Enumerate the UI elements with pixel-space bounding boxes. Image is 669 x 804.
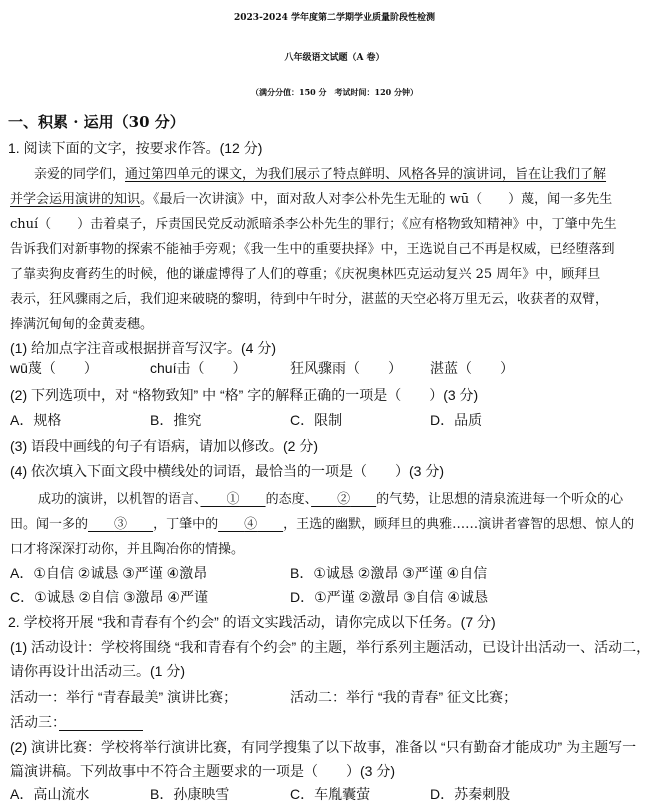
passage-greeting: 亲爱的同学们， [34,167,126,182]
q1-sub2-option-c: C．限制 [290,412,343,428]
q1-sub4-text: 成功的演讲，以机智的语言、 [38,492,201,507]
q1-sub4-option-c: C．①诚恳 ②自信 ③激昂 ④严谨 [10,589,208,605]
passage-line-4: 告诉我们对新事物的探索不能袖手旁观；《我一生中的重要抉择》中，王选说自己不再是权威，已经堕落到 [10,242,615,257]
q2-activity-2: 活动二：举行 “我的青春” 征文比赛； [290,689,518,705]
q1-sub2-option-a: A．规格 [10,412,62,428]
q1-sub4-passage-line-1 [38,488,623,507]
q2-sub2-line-2: 篇演讲稿。下列故事中不符合主题要求的一项是（ ）(3 分) [10,763,395,779]
q2-sub1-line-2: 请你再设计出活动三。(1 分) [10,663,185,679]
q1-sub1-item-1: wū蔑（ ） [10,360,98,376]
q1-sub4-option-d: D．①严谨 ②激昂 ③自信 ④诚恳 [290,589,488,605]
q2-sub2-option-a: A．高山流水 [10,786,90,802]
q1-sub4-option-b: B．①诚恳 ②激昂 ③严谨 ④自信 [290,565,488,581]
fill-blank-4 [218,517,283,532]
q2-activity-3-label: 活动三： [10,714,59,730]
q1-sub4-text: ，王选的幽默，顾拜旦的典雅……演讲者睿智的思想、惊人的 [283,517,635,532]
fill-blank-1 [201,492,266,507]
exam-subtitle: 八年级语文试题（A 卷） [284,53,385,63]
q1-sub4-text: 的态度、 [265,492,312,507]
q1-sub3-prompt: (3) 语段中画线的句子有语病，请加以修改。(2 分) [10,438,318,454]
fill-blank-2 [311,492,376,507]
q2-sub2-line-1: (2) 演讲比赛：学校将举行演讲比赛，有同学搜集了以下故事，准备以 “只有勤奋才能成功” 为主题写一 [10,739,637,755]
passage-line-2 [10,188,612,207]
passage-line-3: chuí（ ）击着桌子，斥责国民党反动派暗杀李公朴先生的罪行；《应有格物致知精神》中，丁肇中先生 [10,217,617,232]
q1-sub4-text: 田。闻一多的 [10,517,89,532]
exam-title: 2023-2024 学年度第二学期学业质量阶段性检测 [234,13,435,23]
passage-line-6: 表示，狂风骤雨之后，我们迎来破晓的黎明，待到中午时分，湛蓝的天空必将万里无云，收获者的双臂， [10,292,609,307]
exam-meta: （满分分值：150 分 考试时间：120 分钟） [251,87,418,97]
passage-line-7: 捧满沉甸甸的金黄麦穗。 [10,317,154,332]
passage-line-5: 了靠卖狗皮膏药生的时候，他的谦虚博得了人们的尊重；《庆祝奥林匹克运动复兴 25 周年》中，顾拜旦 [10,267,601,282]
q2-sub2-option-b: B．孙康映雪 [150,786,230,802]
q2-activity-3 [10,712,143,732]
q1-sub1-item-3: 狂风骤雨（ ） [290,360,402,376]
q1-sub4-text: 的气势，让思想的清泉流进每一个听众的心 [376,492,624,507]
q1-sub4-passage-line-2 [10,513,634,532]
fill-blank-3 [88,517,153,532]
q2-sub2-option-d: D．苏秦刺股 [430,786,511,802]
q1-sub4-text: ，丁肇中的 [153,517,219,532]
section-heading: 一、积累 · 运用（30 分） [8,113,185,131]
q1-sub2-prompt: (2) 下列选项中，对 “格物致知” 中 “格” 字的解释正确的一项是（ ）(3 分) [10,387,479,403]
fill-blank-1-label: ① [226,492,240,507]
q1-sub1-item-2: chuí击（ ） [150,360,247,376]
q1-sub1-item-4: 湛蓝（ ） [430,360,514,376]
q2-activity-1: 活动一：举行 “青春最美” 演讲比赛； [10,689,238,705]
question-1-prompt: 1. 阅读下面的文字，按要求作答。(12 分) [8,140,263,156]
q1-sub4-option-a: A．①自信 ②诚恳 ③严谨 ④激昂 [10,565,208,581]
fill-blank-3-label: ③ [114,517,128,532]
q1-sub2-option-d: D．品质 [430,412,483,428]
question-2-prompt: 2. 学校将开展 “我和青春有个约会” 的语文实践活动，请你完成以下任务。(7 分) [8,614,496,630]
passage-line-1 [34,163,606,182]
passage-underlined-sentence-part1: 通过第四单元的课文，为我们展示了特点鲜明、风格各异的演讲词，旨在让我们了解 [125,167,607,182]
q1-sub2-option-b: B．推究 [150,412,202,428]
q1-sub1-prompt: (1) 给加点字注音或根据拼音写汉字。(4 分) [10,340,276,356]
q2-activity-3-blank [59,714,143,730]
passage-text: 。《最后一次讲演》中，面对敌人对李公朴先生无耻的 wū（ ）蔑，闻一多先生 [140,192,613,207]
fill-blank-4-label: ④ [244,517,258,532]
q1-sub4-passage-line-3: 口才将深深打动你，并且陶冶你的情操。 [10,542,245,557]
passage-underlined-sentence-part2: 并学会运用演讲的知识 [10,192,141,207]
q2-sub2-option-c: C．车胤囊萤 [290,786,371,802]
fill-blank-2-label: ② [337,492,351,507]
q2-sub1-line-1: (1) 活动设计：学校将围绕 “我和青春有个约会” 的主题，举行系列主题活动，已设计出活动一、活动二， [10,639,651,655]
q1-sub4-prompt: (4) 依次填入下面文段中横线处的词语，最恰当的一项是（ ）(3 分) [10,463,444,479]
